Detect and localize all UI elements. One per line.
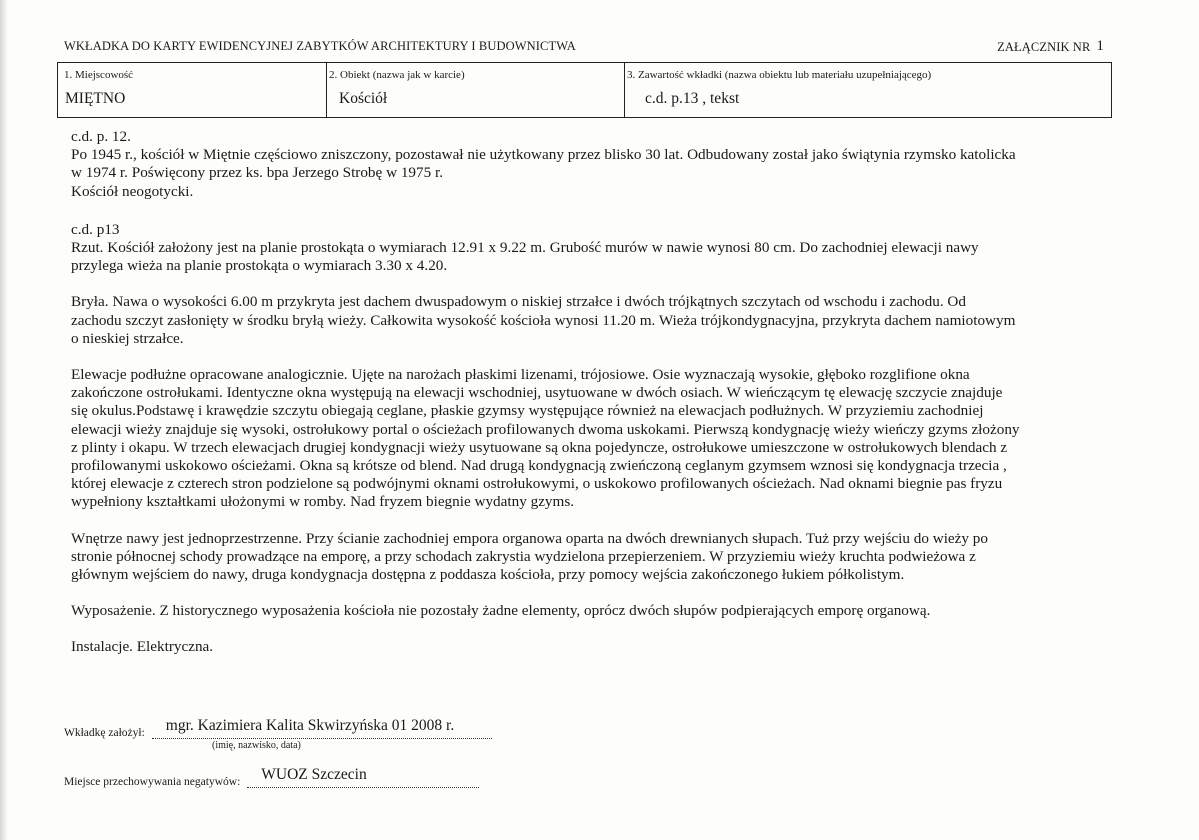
text-line: c.d. p. 12. [71,128,131,145]
storage-line [247,767,479,788]
document-body [71,128,1131,657]
object-value: Kościół [339,90,388,107]
author-label: Wkładkę założył: [64,727,145,739]
text-line: przylega wieża na planie prostokąta o wymiarach 3.30 x 4.20. [71,257,448,275]
section-furnishings [71,602,1131,620]
text-line: w 1974 r. Poświęcony przez ks. bpa Jerzego Strobę w 1975 r. [71,164,444,182]
text-line: się okulus.Podstawę i krawędzie szczytu obiegają ceglane, płaskie gzymsy występujące również na elewacjach podłużnych. W przyziemiu zachodniej [71,402,984,420]
text-line: głównym wejściem do nawy, druga kondygnacja dostępna z poddasza kościoła, przy pomocy wejścia zakończonego łukiem półkolistym. [71,566,905,584]
text-line: Instalacje. Elektryczna. [71,638,214,656]
text-line: Kościół neogotycki. [71,182,194,200]
content-cell [625,63,1112,118]
locality-label: 1. Miejscowość [64,69,134,81]
author-row [64,718,492,739]
text-line: której elewacje z czterech stron podzielone są podwójnymi oknami ostrołukowymi, o uskokowo profilowanych ościeżach. Nad oknami biegnie pas fryzu [71,475,1003,493]
object-cell [327,63,625,118]
content-label: 3. Zawartość wkładki (nazwa obiektu lub materiału uzupełniającego) [627,69,932,81]
text-line: Rzut. Kościół założony jest na planie prostokąta o wymiarach 12.91 x 9.22 m. Grubość murów w nawie wynosi 80 cm. Do zachodniej elewacji nawy [71,239,979,257]
text-line: profilowanymi uskokowo ościeżami. Okna są krótsze od blend. Nad drugą kondygnacją zwieńczoną ceglanym gzymsem wznosi się kondygnacja trzecia , [71,457,1007,475]
fields-table [57,62,1112,118]
annex-label-group [997,39,1104,56]
section-history [71,128,1131,201]
section-installations [71,638,1131,656]
text-line: Elewacje podłużne opracowane analogicznie. Ujęte na narożach płaskimi lizenami, trójosiowe. Osie wyznaczają wysokie, głęboko rozglifione okna [71,366,970,384]
storage-row [64,767,479,788]
author-hint: (imię, nazwisko, data) [212,740,301,751]
locality-cell [58,63,327,118]
object-label: 2. Obiekt (nazwa jak w karcie) [329,69,465,81]
locality-value: MIĘTNO [65,90,126,107]
annex-label: ZAŁĄCZNIK NR [997,40,1091,54]
text-line: elewacji wieży znajduje się wysoki, ostrołukowy portal o ościeżach profilowanych dwoma uskokami. Pierwszą kondygnację wieży wieńczy gzyms złożony [71,420,1020,438]
section-plan [71,221,1131,276]
text-line: c.d. p13 [71,220,120,238]
storage-value: WUOZ Szczecin [261,766,367,783]
text-line: stronie północnej schody prowadzące na emporę, a przy schodach zakrystia wydzielona przepierzeniem. W przyziemiu wieży kruchta podwieżowa z [71,547,976,565]
text-line: zakończone ostrołukami. Identyczne okna występują na elewacji wschodniej, usytuowane w dwóch osiach. W wieńczącym tę elewację szczycie znajduje [71,384,1003,402]
section-interior [71,530,1131,585]
text-line: Bryła. Nawa o wysokości 6.00 m przykryta jest dachem dwuspadowym o niskiej strzałce i dwóch trójkątnych szczytach od wschodu i zachodu. Od [71,293,966,311]
text-line: wypełniony kształtkami ułożonymi w romby. Nad fryzem biegnie wydatny gzyms. [71,493,575,511]
page-edge [0,0,8,840]
text-line: z plinty i okapu. W trzech elewacjach drugiej kondygnacji wieży usytuowane są okna pojedyncze, ostrołukowe umieszczone w ostrołukowych blendach z [71,438,1008,456]
form-title: WKŁADKA DO KARTY EWIDENCYJNEJ ZABYTKÓW ARCHITEKTURY I BUDOWNICTWA [64,39,576,53]
author-value: mgr. Kazimiera Kalita Skwirzyńska 01 2008 r. [165,717,455,734]
content-value: c.d. p.13 , tekst [645,90,740,107]
author-line [152,718,492,739]
storage-label: Miejsce przechowywania negatywów: [64,776,241,788]
section-massing [71,293,1131,348]
section-elevations [71,366,1131,512]
text-line: Po 1945 r., kościół w Miętnie częściowo zniszczony, pozostawał nie użytkowany przez blisko 30 lat. Odbudowany został jako świątynia rzymsko katolicka [71,146,1016,164]
text-line: Wyposażenie. Z historycznego wyposażenia kościoła nie pozostały żadne elementy, oprócz dwóch słupów podpierających emporę organową. [71,602,931,620]
text-line: zachodu szczyt zasłonięty w środku bryłą wieży. Całkowita wysokość kościoła wynosi 11.20 m. Wieża trójkondygnacyjna, przykryta dachem namiotowym [71,311,1016,329]
annex-number: 1 [1096,38,1104,54]
text-line: Wnętrze nawy jest jednoprzestrzenne. Przy ścianie zachodniej empora organowa oparta na dwóch drewnianych słupach. Tuż przy wejściu do wieży po [71,529,988,547]
text-line: o nieskiej strzałce. [71,329,184,347]
